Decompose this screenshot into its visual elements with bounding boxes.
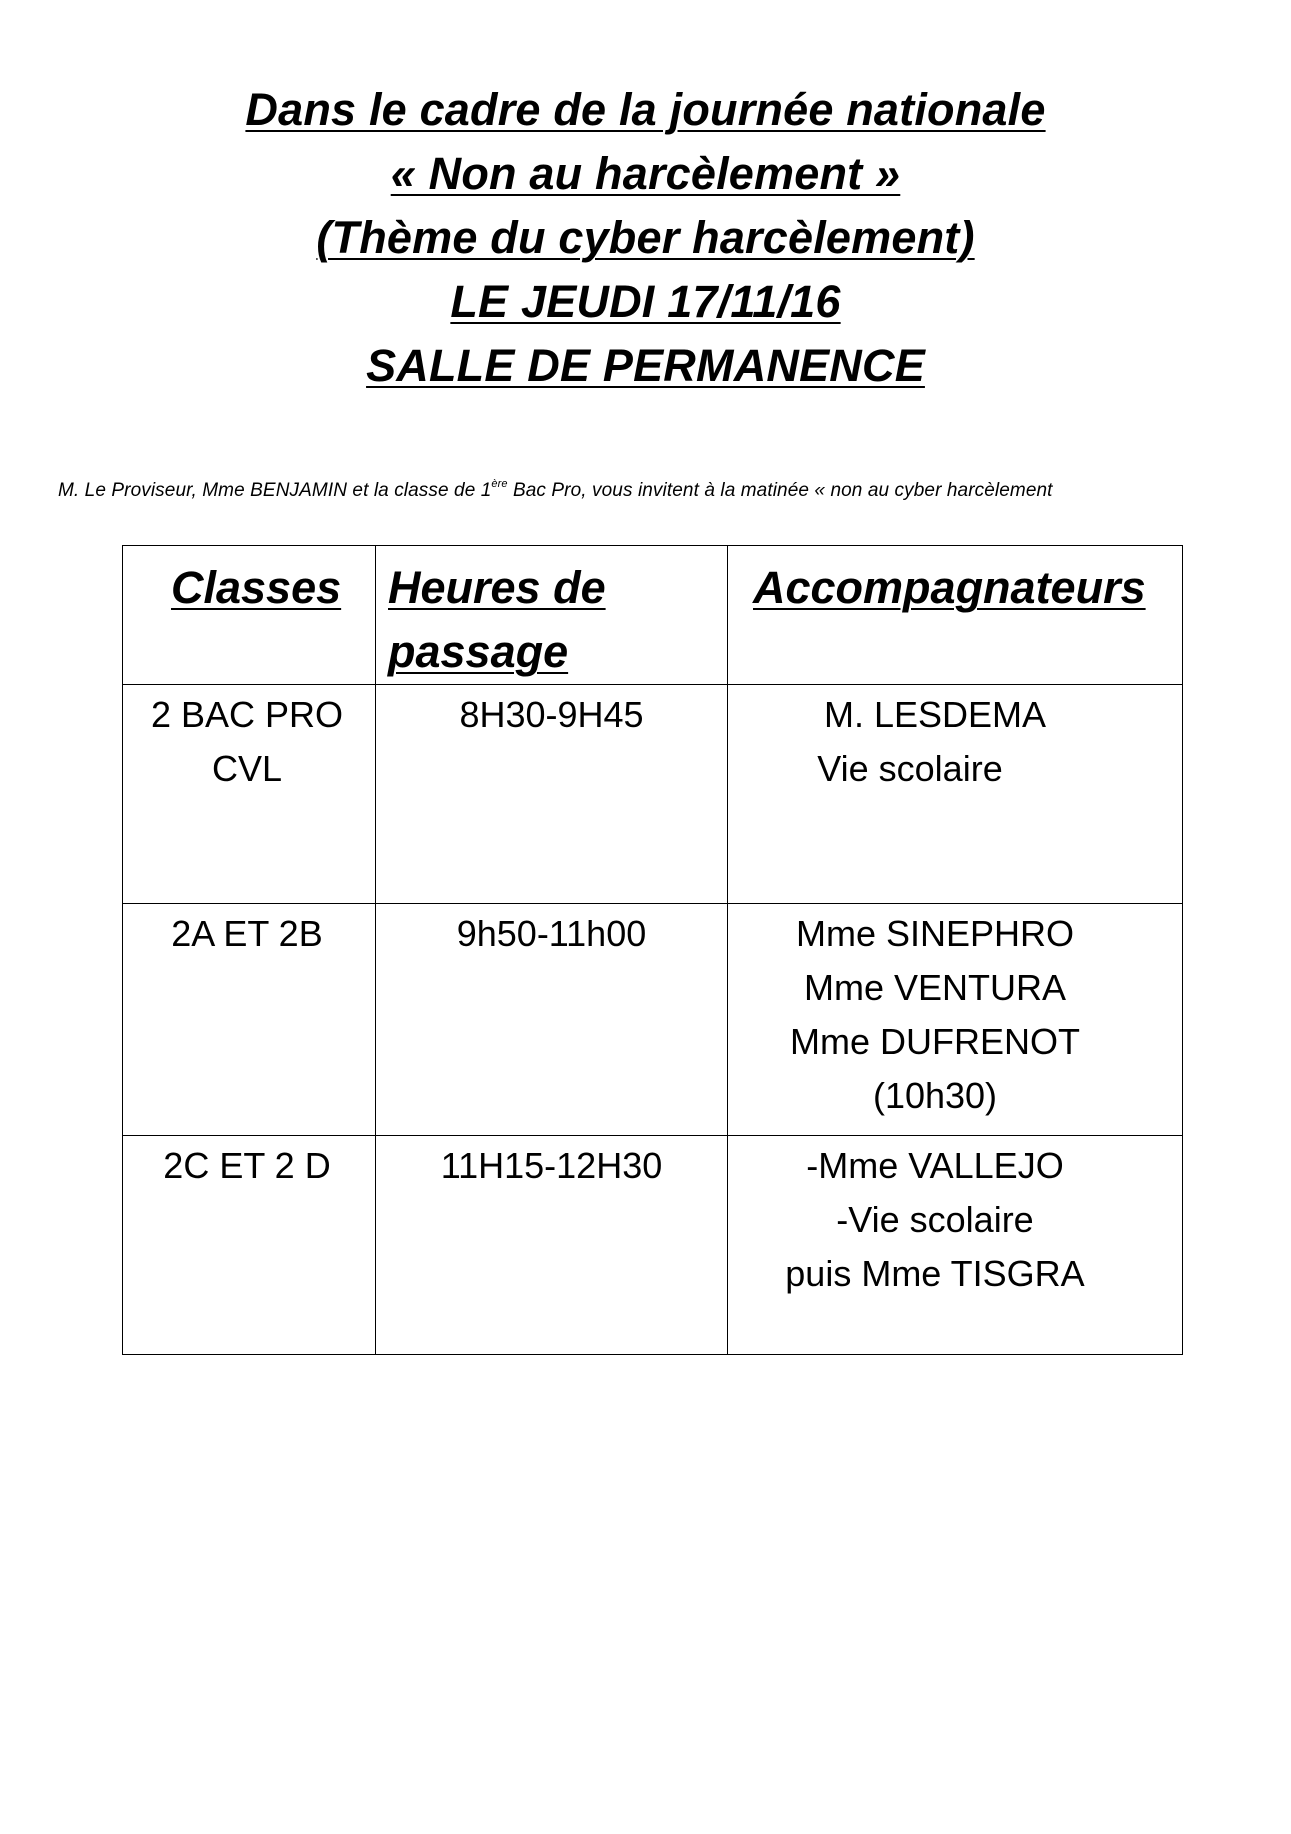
header-heures-line-1: Heures de	[388, 562, 606, 613]
companion-line: Vie scolaire	[817, 748, 1003, 789]
title-line-2: « Non au harcèlement »	[390, 148, 901, 199]
header-heures-line-2: passage	[388, 626, 569, 677]
cell-heures	[376, 904, 728, 1136]
cell-accompagnateurs	[728, 904, 1183, 1136]
cell-classes	[123, 904, 376, 1136]
cell-heures	[376, 685, 728, 904]
header-classes: Classes	[171, 562, 342, 613]
header-cell-accompagnateurs	[728, 546, 1183, 685]
title-location: SALLE DE PERMANENCE	[366, 340, 925, 391]
companion-line: Mme VENTURA	[803, 967, 1067, 1008]
invitation-text-after: Bac Pro, vous invitent à la matinée « non au cyber harcèlement	[507, 480, 1053, 501]
cell-accompagnateurs	[728, 685, 1183, 904]
table-row	[123, 904, 1183, 1136]
header-cell-heures	[376, 546, 728, 685]
title-date: LE JEUDI 17/11/16	[450, 276, 841, 327]
cell-heures	[376, 1136, 728, 1355]
header-accompagnateurs: Accompagnateurs	[753, 562, 1146, 613]
cell-classes	[123, 1136, 376, 1355]
class-line: 2 BAC PRO	[150, 694, 344, 735]
companion-line: Mme SINEPHRO	[795, 913, 1075, 954]
time-slot: 8H30-9H45	[459, 694, 644, 735]
cell-accompagnateurs	[728, 1136, 1183, 1355]
header-cell-classes	[123, 546, 376, 685]
time-slot: 9h50-11h00	[456, 913, 647, 954]
table-header-row	[123, 546, 1183, 685]
table-row	[123, 1136, 1183, 1355]
companion-line: (10h30)	[872, 1075, 998, 1116]
cell-classes	[123, 685, 376, 904]
class-line: 2A ET 2B	[171, 913, 323, 954]
companion-line: -Mme VALLEJO	[806, 1145, 1064, 1186]
companion-line: puis Mme TISGRA	[785, 1253, 1085, 1294]
time-slot: 11H15-12H30	[440, 1145, 663, 1186]
header-heures	[376, 546, 727, 684]
invitation-text-before: M. Le Proviseur, Mme BENJAMIN et la classe de 1	[58, 480, 492, 501]
class-line: CVL	[211, 748, 283, 789]
table-row	[123, 685, 1183, 904]
companion-line: M. LESDEMA	[823, 694, 1047, 735]
companion-line: -Vie scolaire	[836, 1199, 1034, 1240]
class-line: 2C ET 2 D	[163, 1145, 331, 1186]
title-line-1: Dans le cadre de la journée nationale	[245, 84, 1046, 135]
companion-line: Mme DUFRENOT	[790, 1021, 1080, 1062]
title-line-3: (Thème du cyber harcèlement)	[316, 212, 975, 263]
invitation-superscript: ère	[491, 478, 508, 490]
document-title	[0, 78, 1291, 398]
invitation-text	[58, 478, 1278, 502]
schedule-table	[122, 545, 1183, 1355]
